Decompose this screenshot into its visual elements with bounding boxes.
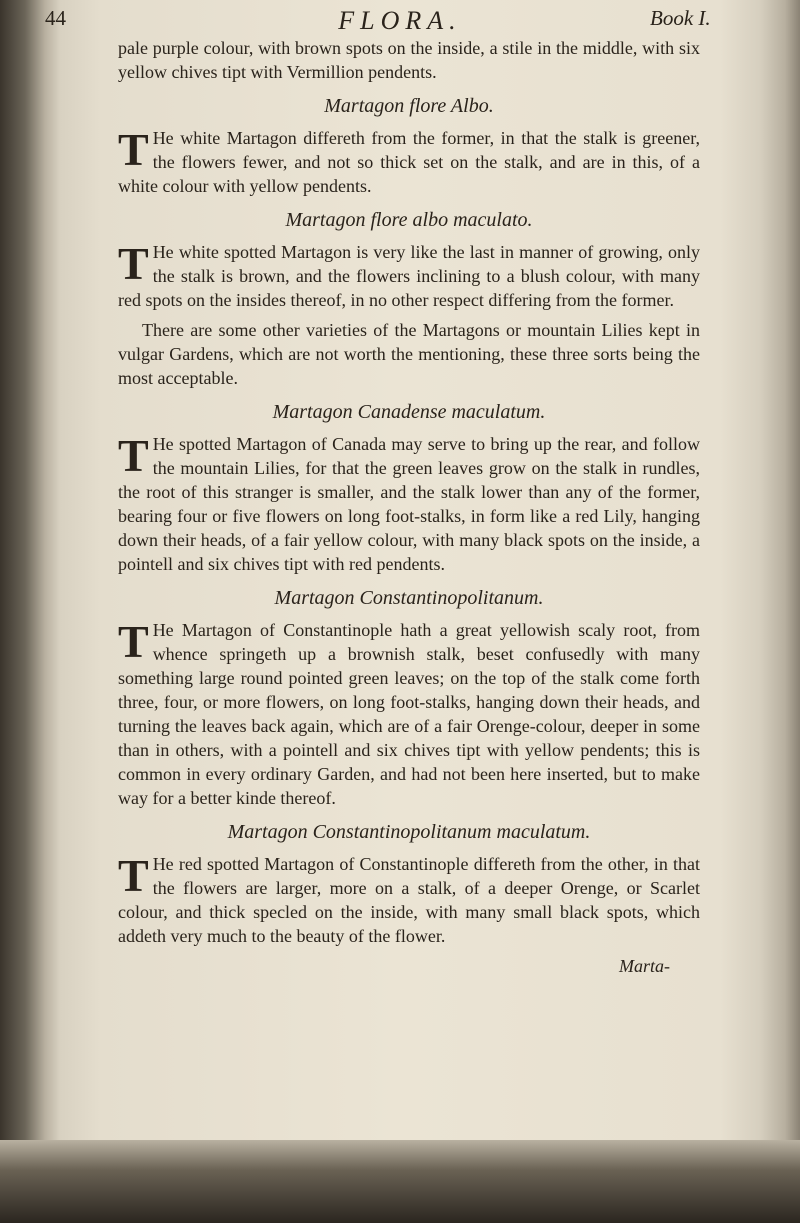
section-heading: Martagon flore albo maculato. (285, 209, 533, 231)
paragraph (118, 852, 700, 948)
drop-cap: T (118, 238, 149, 289)
drop-cap: T (118, 124, 149, 175)
drop-cap: T (118, 850, 149, 901)
text-block (118, 36, 700, 978)
paragraph (118, 618, 700, 810)
page-number: 44 (45, 6, 66, 30)
book-reference: Book I. (650, 6, 711, 30)
paragraph-text: He Martagon of Constantinople hath a great yellowish scaly root, from whence springeth up a brownish stalk, beset confusedly with many something large round pointed green leaves; on the top of the stalk come forth three, four, or more flowers, on long foot-stalks, hanging down their heads, and turning the leaves back again, which are of a fair Orenge-colour, deeper in some than in others, with a pointell and six chives tipt with yellow pendents; this is common in every ordinary Garden, and had not been here inserted, but to make way for a better kinde thereof. (118, 620, 700, 808)
paragraph: pale purple colour, with brown spots on the inside, a stile in the middle, with six yellow chives tipt with Vermillion pendents. (118, 38, 700, 82)
paragraph-text: He white spotted Martagon is very like the last in manner of growing, only the stalk is brown, and the flowers inclining to a blush colour, with many red spots on the insides thereof, in no other respect differing from the former. (118, 242, 700, 310)
paragraph-text: He spotted Martagon of Canada may serve to bring up the rear, and follow the mountain Lilies, for that the green leaves grow on the stalk in rundles, the root of this stranger is smaller, and the stalk lower than any of the former, bearing four or five flowers on long foot-stalks, in form like a red Lily, hanging down their heads, of a fair yellow colour, with many black spots on the inside, a pointell and six chives tipt with red pendents. (118, 434, 700, 574)
paragraph (118, 126, 700, 198)
section-heading: Martagon Constantinopolitanum maculatum. (227, 821, 591, 843)
drop-cap: T (118, 430, 149, 481)
paragraph-text: He red spotted Martagon of Constantinople differeth from the other, in that the flowers are larger, more on a stalk, of a deeper Orenge, or Scarlet colour, and thick specled on the inside, with many small black spots, which addeth very much to the beauty of the flower. (118, 854, 700, 946)
paragraph: There are some other varieties of the Martagons or mountain Lilies kept in vulgar Gardens, which are not worth the mentioning, these three sorts being the most acceptable. (118, 320, 700, 388)
section-heading: Martagon flore Albo. (324, 95, 494, 117)
running-head: FLORA. (338, 6, 462, 35)
page-edge-shadow (0, 1140, 800, 1223)
section-heading: Martagon Constantinopolitanum. (274, 587, 544, 609)
paragraph (118, 432, 700, 576)
drop-cap: T (118, 616, 149, 667)
paragraph (118, 240, 700, 312)
catchword: Marta- (619, 956, 670, 976)
section-heading: Martagon Canadense maculatum. (272, 401, 546, 423)
paragraph-text: He white Martagon differeth from the former, in that the stalk is greener, the flowers fewer, and not so thick set on the stalk, and are in this, of a white colour with yellow pendents. (118, 128, 700, 196)
